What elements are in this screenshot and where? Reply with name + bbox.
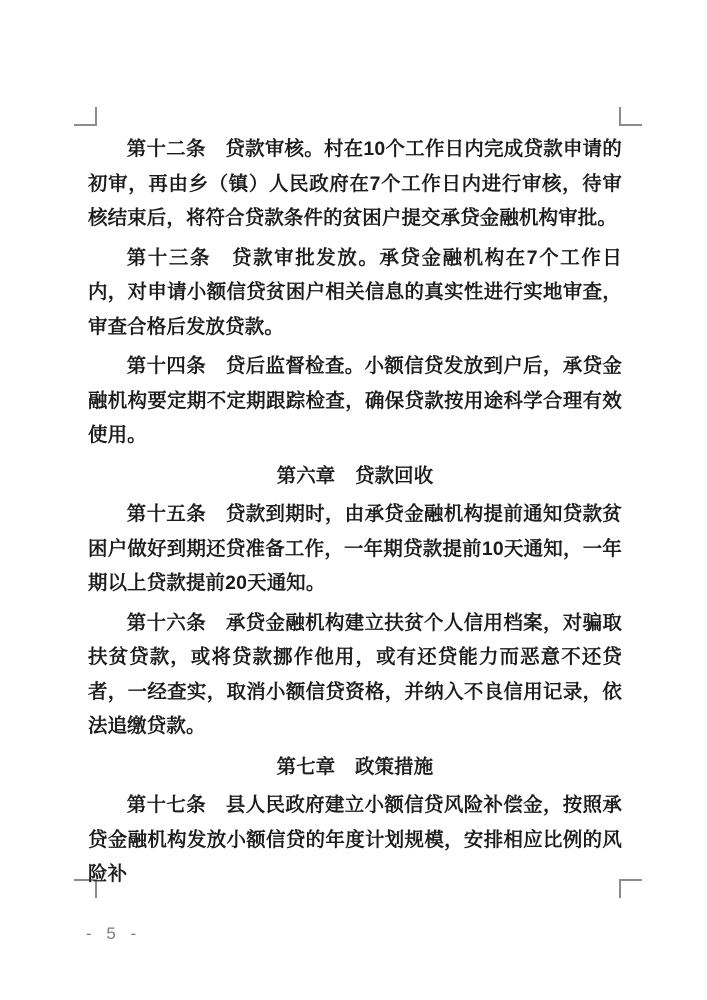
document-body xyxy=(88,132,622,897)
article-paragraph: 第十六条 承贷金融机构建立扶贫个人信用档案，对骗取扶贫贷款，或将贷款挪作他用，或有还贷能力而恶意不还贷者，一经查实，取消小额信贷资格，并纳入不良信用记录，依法追缴贷款。 xyxy=(88,611,622,737)
crop-mark-bottom-right xyxy=(619,879,642,898)
crop-mark-top-right xyxy=(619,107,642,126)
chapter-heading: 第六章 贷款回收 xyxy=(276,464,434,487)
article-paragraph: 第十三条 贷款审批发放。承贷金融机构在7个工作日内，对申请小额信贷贫困户相关信息的真实性进行实地审查，审查合格后发放贷款。 xyxy=(88,246,622,338)
chapter-heading: 第七章 政策措施 xyxy=(276,755,434,778)
article-paragraph: 第十二条 贷款审核。村在10个工作日内完成贷款申请的初审，再由乡（镇）人民政府在7个工作日内进行审核，待审核结束后，将符合贷款条件的贫困户提交承贷金融机构审批。 xyxy=(88,138,622,229)
article-paragraph: 第十四条 贷后监督检查。小额信贷发放到户后，承贷金融机构要定期不定期跟踪检查，确保贷款按用途科学合理有效使用。 xyxy=(88,355,622,446)
crop-mark-top-left xyxy=(74,107,97,126)
article-paragraph: 第十七条 县人民政府建立小额信贷风险补偿金，按照承贷金融机构发放小额信贷的年度计划规模，安排相应比例的风险补 xyxy=(88,794,622,885)
article-paragraph: 第十五条 贷款到期时，由承贷金融机构提前通知贷款贫困户做好到期还贷准备工作，一年期贷款提前10天通知，一年期以上贷款提前20天通知。 xyxy=(88,503,622,594)
page-number: - 5 - xyxy=(86,924,142,943)
